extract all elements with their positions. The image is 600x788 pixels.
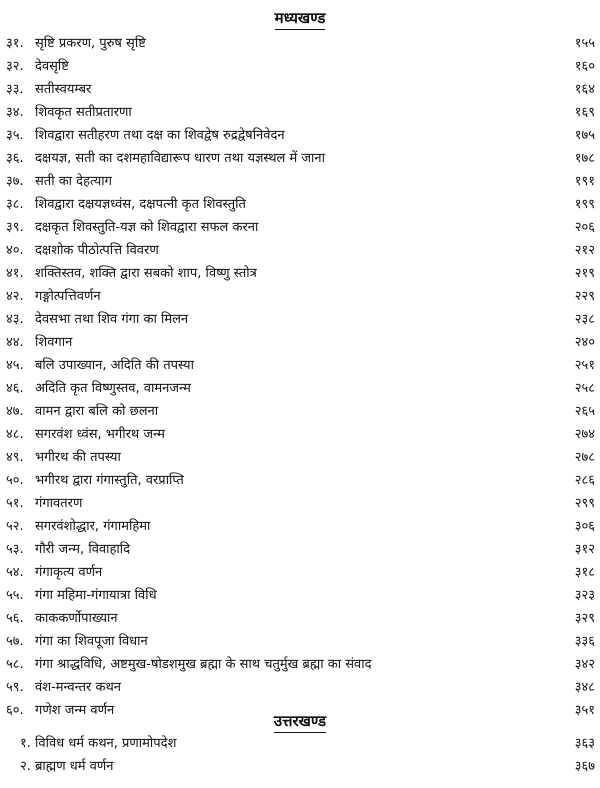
entry-title: सती का देहत्याग <box>35 174 112 189</box>
entry-title: अदिति कृत विष्णुस्तव, वामनजन्म <box>35 381 191 396</box>
entry-title: दक्षयज्ञ, सती का दशमहाविद्यारूप धारण तथा यज्ञस्थल में जाना <box>35 151 325 166</box>
entry-page-number: २३८ <box>574 312 595 327</box>
entry-title: वंश-मन्वन्तर कथन <box>35 680 122 695</box>
entry-number: ३१. <box>6 36 24 51</box>
section-heading-text: उत्तरखण्ड <box>274 711 326 733</box>
entry-page-number: २९९ <box>574 496 595 511</box>
entry-page-number: १७५ <box>574 128 595 143</box>
section-heading-text: मध्यखण्ड <box>275 8 326 30</box>
toc-entry <box>0 607 600 630</box>
entry-title: गंगा महिमा-गंगायात्रा विधि <box>35 588 157 603</box>
entry-page-number: ३६३ <box>574 736 595 751</box>
section-heading <box>0 711 600 733</box>
entry-title: गंगा श्राद्धविधि, अष्टमुख-षोडशमुख ब्रह्मा के साथ चतुर्मुख ब्रह्मा का संवाद <box>35 657 372 672</box>
toc-entry <box>0 377 600 400</box>
toc-entry <box>0 732 600 755</box>
entry-title: देवसभा तथा शिव गंगा का मिलन <box>35 312 189 327</box>
entry-title: गणेश जन्म वर्णन <box>35 703 115 718</box>
entry-page-number: २७८ <box>574 450 595 465</box>
toc-entry <box>0 400 600 423</box>
entry-title: वामन द्वारा बलि को छलना <box>35 404 159 419</box>
toc-entry <box>0 584 600 607</box>
toc-entry <box>0 561 600 584</box>
entry-page-number: १५५ <box>574 36 595 51</box>
entry-page-number: २१९ <box>574 266 595 281</box>
toc-entry <box>0 538 600 561</box>
entry-page-number: २६५ <box>574 404 595 419</box>
entry-number: ३४. <box>6 105 24 120</box>
toc-entry <box>0 492 600 515</box>
entry-page-number: ३१२ <box>574 542 595 557</box>
entry-title: शिवद्वारा सतीहरण तथा दक्ष का शिवद्वेष रुद्रद्वेषनिवेदन <box>35 128 285 143</box>
entry-page-number: १९१ <box>574 174 595 189</box>
entry-number: ४१. <box>6 266 24 281</box>
toc-entry <box>0 147 600 170</box>
entry-number: ५६. <box>6 611 24 626</box>
entry-number: ५३. <box>6 542 24 557</box>
toc-entry <box>0 755 600 778</box>
toc-entry <box>0 423 600 446</box>
entry-number: ५०. <box>6 473 24 488</box>
toc-entry <box>0 262 600 285</box>
entry-page-number: २५८ <box>574 381 595 396</box>
entry-number: ३३. <box>6 82 24 97</box>
entry-page-number: १६९ <box>574 105 595 120</box>
toc-entry <box>0 446 600 469</box>
toc-entry <box>0 101 600 124</box>
entry-title: काककर्णोपाख्यान <box>35 611 118 626</box>
entry-number: ३५. <box>6 128 24 143</box>
entry-number: ५१. <box>6 496 24 511</box>
entry-title: ब्राह्मण धर्म वर्णन <box>35 759 114 774</box>
entry-number: ३२. <box>6 59 24 74</box>
entry-number: ३७. <box>6 174 24 189</box>
entry-number: ५९. <box>6 680 24 695</box>
entry-page-number: १९९ <box>574 197 595 212</box>
entry-title: गंगावतरण <box>35 496 83 511</box>
entry-number: ३८. <box>6 197 24 212</box>
entry-title: सगरवंश ध्वंस, भगीरथ जन्म <box>35 427 165 442</box>
entry-title: दक्षशोक पीठोत्पत्ति विवरण <box>35 243 159 258</box>
toc-entry <box>0 239 600 262</box>
entry-number: ४८. <box>6 427 24 442</box>
entry-title: शिवद्वारा दक्षयज्ञध्वंस, दक्षपत्नी कृत शिवस्तुति <box>35 197 246 212</box>
entry-page-number: ३२३ <box>574 588 595 603</box>
entry-title: सृष्टि प्रकरण, पुरुष सृष्टि <box>35 36 146 51</box>
entry-page-number: ३३६ <box>574 634 595 649</box>
entry-page-number: ३२९ <box>574 611 595 626</box>
entry-number: ६०. <box>6 703 24 718</box>
toc-entry <box>0 55 600 78</box>
entry-title: गौरी जन्म, विवाहादि <box>35 542 131 557</box>
entry-page-number: ३१८ <box>574 565 595 580</box>
entry-title: गंगाकृत्य वर्णन <box>35 565 103 580</box>
entry-number: ३६. <box>6 151 24 166</box>
entry-number: ५४. <box>6 565 24 580</box>
entry-number: ४६. <box>6 381 24 396</box>
entry-title: शक्तिस्तव, शक्ति द्वारा सबको शाप, विष्णु स्तोत्र <box>35 266 257 281</box>
entry-page-number: २७४ <box>574 427 595 442</box>
entry-number: ४४. <box>6 335 24 350</box>
toc-entry <box>0 469 600 492</box>
section-heading <box>0 8 600 30</box>
entry-title: सगरवंशोद्धार, गंगामहिमा <box>35 519 151 534</box>
entry-title: गंगा का शिवपूजा विधान <box>35 634 148 649</box>
toc-entry <box>0 124 600 147</box>
entry-title: शिवगान <box>35 335 73 350</box>
entry-page-number: २५१ <box>574 358 595 373</box>
entry-title: भगीरथ द्वारा गंगास्तुति, वरप्राप्ति <box>35 473 184 488</box>
toc-entry <box>0 78 600 101</box>
entry-page-number: १६० <box>574 59 595 74</box>
entry-number: ४०. <box>6 243 24 258</box>
entry-title: गङ्गोत्पत्तिवर्णन <box>35 289 101 304</box>
entry-page-number: १७८ <box>574 151 595 166</box>
entry-page-number: ३०६ <box>574 519 595 534</box>
toc-entry <box>0 32 600 55</box>
toc-entry <box>0 354 600 377</box>
entry-page-number: १६४ <box>574 82 595 97</box>
entry-number: २. <box>20 759 31 774</box>
entry-number: ३९. <box>6 220 24 235</box>
toc-entry <box>0 515 600 538</box>
entry-title: शिवकृत सतीप्रतारणा <box>35 105 132 120</box>
entry-page-number: ३५१ <box>574 703 595 718</box>
toc-entry <box>0 170 600 193</box>
entry-number: ४२. <box>6 289 24 304</box>
toc-entry <box>0 193 600 216</box>
entry-page-number: २८६ <box>574 473 595 488</box>
toc-entry <box>0 630 600 653</box>
entry-page-number: ३४२ <box>574 657 595 672</box>
toc-entry <box>0 676 600 699</box>
toc-entry <box>0 653 600 676</box>
toc-entry <box>0 308 600 331</box>
entry-number: ५८. <box>6 657 24 672</box>
entry-number: ४३. <box>6 312 24 327</box>
entry-title: दक्षकृत शिवस्तुति-यज्ञ को शिवद्वारा सफल करना <box>35 220 259 235</box>
entry-number: १. <box>20 736 31 751</box>
entry-page-number: २१२ <box>574 243 595 258</box>
entry-title: देवसृष्टि <box>35 59 69 74</box>
toc-entry <box>0 216 600 239</box>
entry-number: ५५. <box>6 588 24 603</box>
entry-title: विविध धर्म कथन, प्रणामोपदेश <box>35 736 177 751</box>
entry-title: बलि उपाख्यान, अदिति की तपस्या <box>35 358 194 373</box>
entry-page-number: २४० <box>574 335 595 350</box>
entry-title: सतीस्वयम्बर <box>35 82 92 97</box>
entry-page-number: ३६७ <box>574 759 595 774</box>
toc-entry <box>0 331 600 354</box>
entry-page-number: ३४८ <box>574 680 595 695</box>
entry-title: भगीरथ की तपस्या <box>35 450 121 465</box>
entry-number: ४९. <box>6 450 24 465</box>
entry-number: ५२. <box>6 519 24 534</box>
entry-number: ४५. <box>6 358 24 373</box>
toc-entry <box>0 285 600 308</box>
entry-number: ५७. <box>6 634 24 649</box>
entry-number: ४७. <box>6 404 24 419</box>
entry-page-number: २०६ <box>574 220 595 235</box>
entry-page-number: २२९ <box>574 289 595 304</box>
